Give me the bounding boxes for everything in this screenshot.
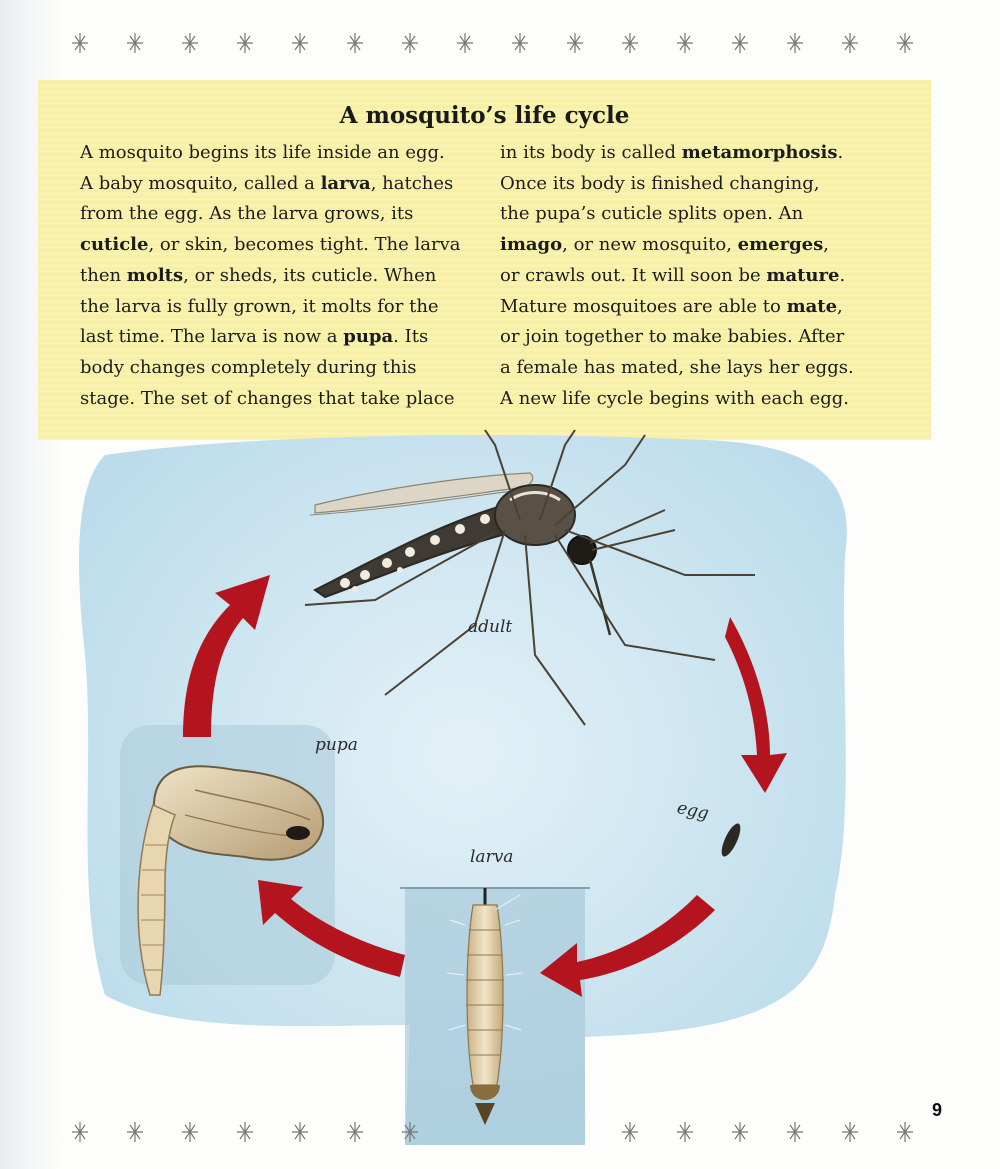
glossary-term: pupa — [343, 326, 394, 348]
mosquito-border-top-icons — [60, 28, 930, 58]
glossary-term: emerges — [737, 234, 824, 256]
glossary-term: mature — [766, 264, 840, 286]
life-cycle-illustration — [65, 425, 935, 1145]
text-line: cuticle, or skin, becomes tight. The larva — [80, 234, 461, 256]
text-line: stage. The set of changes that take place — [80, 387, 455, 409]
text-line: Once its body is finished changing, — [500, 172, 820, 194]
text-column-right — [500, 138, 895, 414]
label-egg: egg — [675, 797, 711, 825]
glossary-term: mate — [786, 295, 838, 317]
text-line: the larva is fully grown, it molts for the — [80, 295, 439, 317]
text-line: A baby mosquito, called a larva, hatches — [80, 172, 454, 194]
text-line: body changes completely during this — [80, 356, 417, 378]
text-line: Mature mosquitoes are able to mate, — [500, 295, 843, 317]
text-line: a female has mated, she lays her eggs. — [500, 356, 854, 378]
label-adult: adult — [468, 617, 513, 637]
text-line: or crawls out. It will soon be mature. — [500, 264, 846, 286]
glossary-term: metamorphosis — [681, 142, 838, 163]
text-line: or join together to make babies. After — [500, 326, 845, 348]
page-number: 9 — [932, 1100, 943, 1120]
text-line: last time. The larva is now a pupa. Its — [80, 326, 429, 348]
glossary-term: imago — [500, 234, 563, 256]
text-line: A new life cycle begins with each egg. — [500, 387, 850, 409]
page-title: A mosquito’s life cycle — [339, 102, 630, 129]
text-line: A mosquito begins its life inside an egg. — [80, 142, 445, 163]
text-line: the pupa’s cuticle splits open. An — [500, 203, 804, 225]
text-column-left — [80, 138, 475, 414]
mosquito-border-bottom-icons — [60, 1117, 930, 1147]
text-line: then molts, or sheds, its cuticle. When — [80, 264, 437, 286]
label-pupa: pupa — [315, 735, 358, 755]
text-line: imago, or new mosquito, emerges, — [500, 234, 829, 256]
life-cycle-diagram — [65, 425, 935, 1145]
label-larva: larva — [470, 847, 514, 867]
mosquito-border-bottom — [60, 1117, 930, 1147]
highlighted-text-panel — [38, 80, 931, 440]
glossary-term: larva — [320, 172, 371, 194]
glossary-term: molts — [126, 264, 184, 286]
mosquito-border-top — [60, 28, 930, 58]
text-line: in its body is called metamorphosis. — [500, 142, 844, 163]
glossary-term: cuticle — [80, 234, 149, 256]
text-line: from the egg. As the larva grows, its — [80, 203, 414, 225]
